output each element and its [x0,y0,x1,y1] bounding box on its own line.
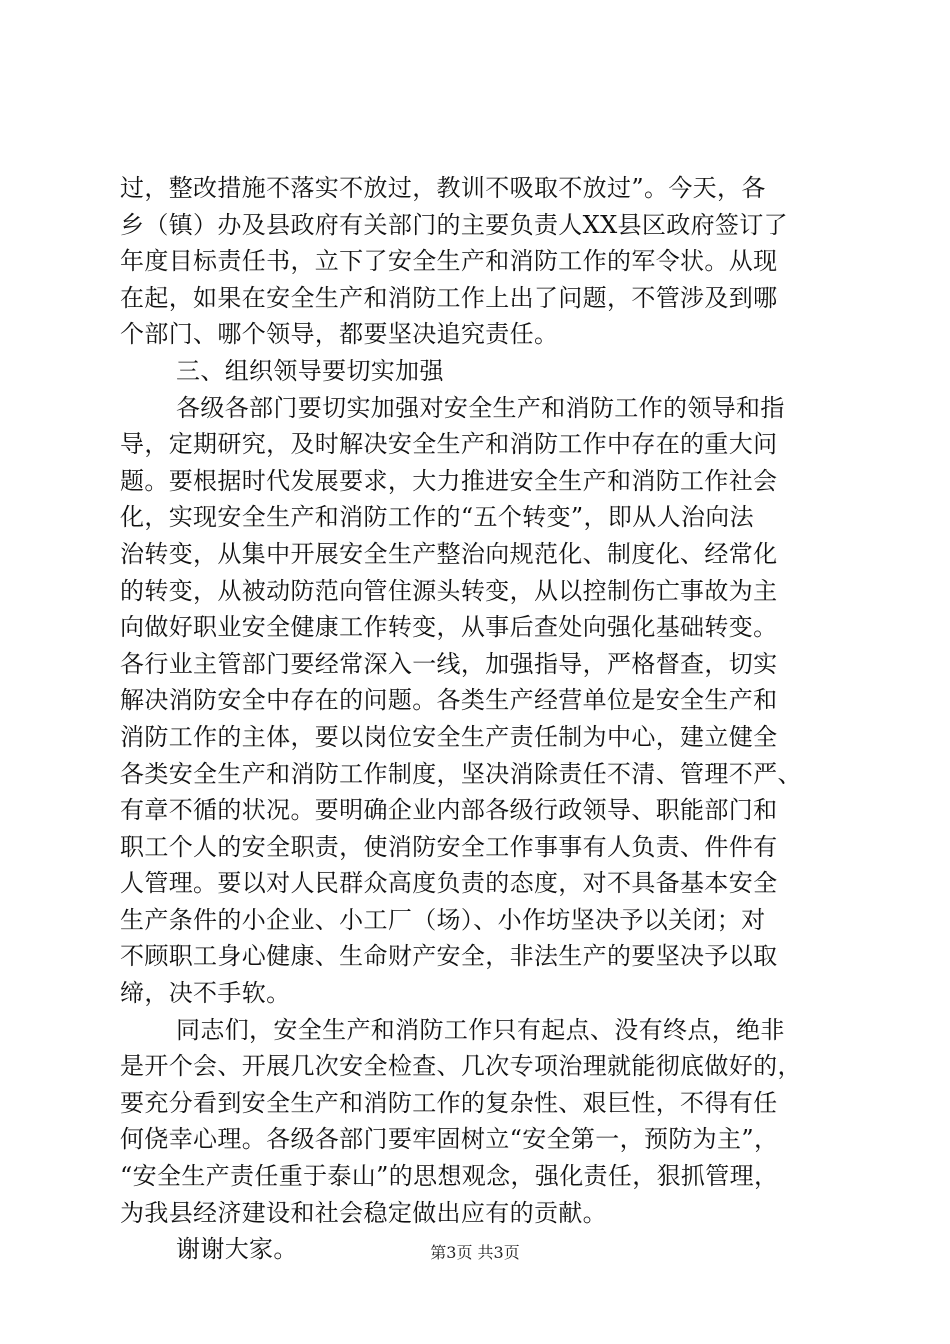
text-line: 生产条件的小企业、小工厂（场）、小作坊坚决予以关闭；对 [120,905,766,934]
text-line: 化，实现安全生产和消防工作的“五个转变”，即从人治向法 [120,503,754,532]
text-line: 缔，决不手软。 [120,979,291,1008]
text-line: 导，定期研究，及时解决安全生产和消防工作中存在的重大问 [120,430,778,459]
text-line: 同志们，安全生产和消防工作只有起点、没有终点，绝非 [176,1015,785,1044]
text-line: 个部门、哪个领导，都要坚决追究责任。 [120,320,559,349]
text-line: 题。要根据时代发展要求，大力推进安全生产和消防工作社会 [120,466,778,495]
text-line: 向做好职业安全健康工作转变，从事后查处向强化基础转变。 [120,613,778,642]
text-line: 乡（镇）办及县政府有关部门的主要负责人XX县区政府签订了 [120,210,788,239]
text-line: 职工个人的安全职责，使消防安全工作事事有人负责、件件有 [120,832,778,861]
text-line: 人管理。要以对人民群众高度负责的态度，对不具备基本安全 [120,869,778,898]
text-line: 消防工作的主体，要以岗位安全生产责任制为中心，建立健全 [120,722,778,751]
text-line: 各级各部门要切实加强对安全生产和消防工作的领导和指 [176,393,785,422]
section-heading: 三、组织领导要切实加强 [176,356,444,385]
page-number-footer: 第3页 共3页 [430,1243,520,1262]
text-line: 在起，如果在安全生产和消防工作上出了问题，不管涉及到哪 [120,283,778,312]
text-line: 各类安全生产和消防工作制度，坚决消除责任不清、管理不严、 [120,759,802,788]
text-line: 是开个会、开展几次安全检查、几次专项治理就能彻底做好的， [120,1052,802,1081]
text-line: 治转变，从集中开展安全生产整治向规范化、制度化、经常化 [120,539,778,568]
text-line: 何侥幸心理。各级各部门要牢固树立“安全第一，预防为主”， [120,1125,779,1154]
text-line: 各行业主管部门要经常深入一线，加强指导，严格督查，切实 [120,649,778,678]
text-line: 的转变，从被动防范向管住源头转变，从以控制伤亡事故为主 [120,576,778,605]
text-line: 过，整改措施不落实不放过，教训不吸取不放过”。今天，各 [120,174,766,202]
text-line: 要充分看到安全生产和消防工作的复杂性、艰巨性，不得有任 [120,1088,778,1117]
text-line: 解决消防安全中存在的问题。各类生产经营单位是安全生产和 [120,686,778,715]
text-line: “安全生产责任重于泰山”的思想观念，强化责任，狠抓管理， [120,1162,779,1191]
closing-line: 谢谢大家。 [176,1235,298,1264]
text-line: 为我县经济建设和社会稳定做出应有的贡献。 [120,1198,607,1227]
document-body [120,170,840,1268]
text-line: 年度目标责任书，立下了安全生产和消防工作的军令状。从现 [120,247,778,276]
text-line: 有章不循的状况。要明确企业内部各级行政领导、职能部门和 [120,796,778,825]
text-line: 不顾职工身心健康、生命财产安全，非法生产的要坚决予以取 [120,942,778,971]
